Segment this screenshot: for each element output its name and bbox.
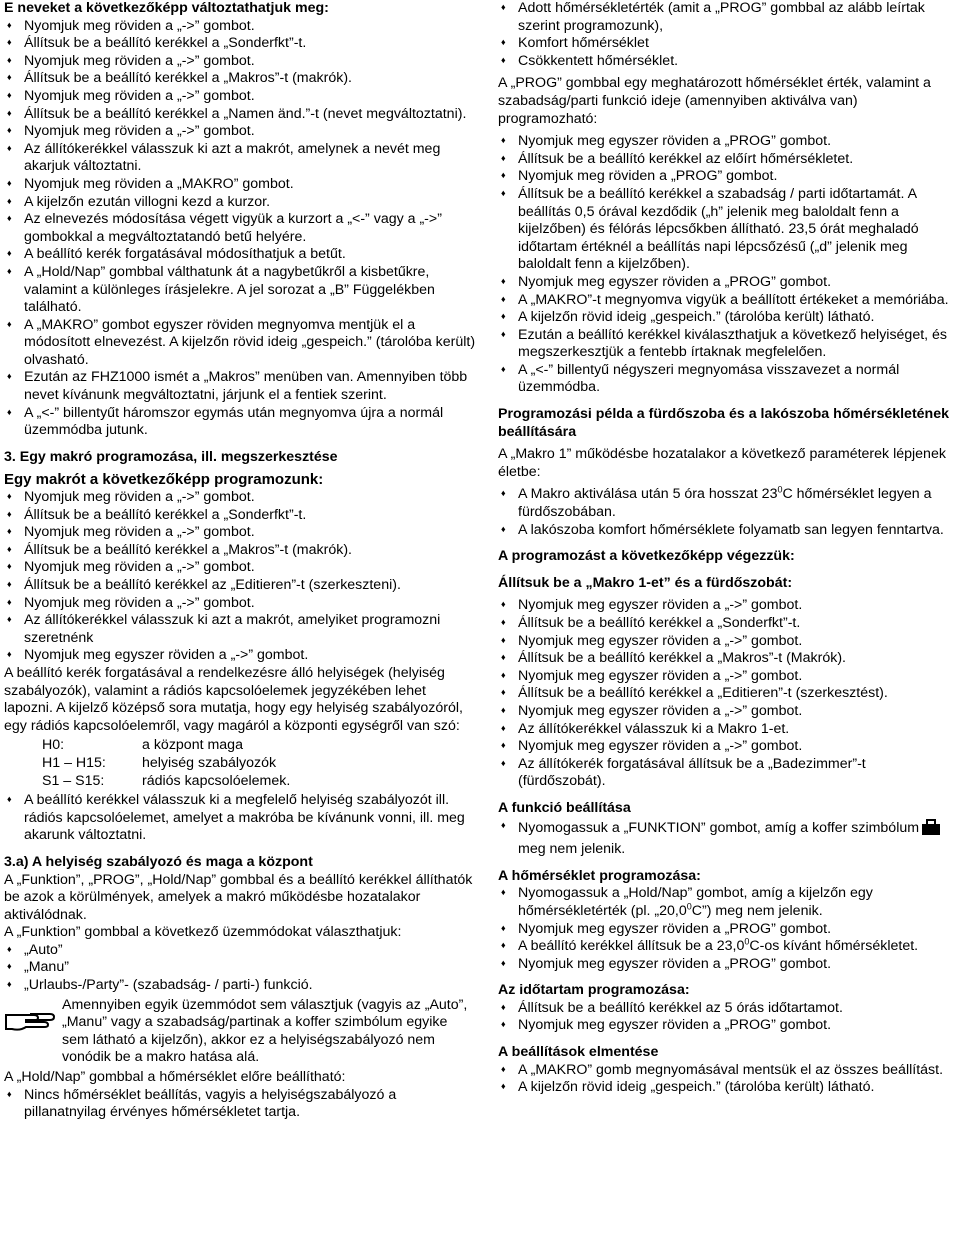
superscript: 0: [686, 901, 692, 912]
text: C”) meg nem jelenik.: [691, 902, 823, 919]
list-item: ♦ Csökkentett hőmérséklet.: [498, 53, 954, 71]
paragraph: A „PROG” gombbal egy meghatározott hőmérséklet érték, valamint a szabadság/parti funkció ideje (amennyiben aktiválva van) programozható:: [498, 75, 931, 127]
rename-steps: [4, 18, 478, 440]
list-item: ♦ „Manu”: [4, 959, 478, 977]
list-item: ♦ „Urlaubs-/Party”- (szabadság- / parti-) funkció.: [4, 977, 478, 995]
right-column: [498, 0, 954, 1097]
section-heading: A hőmérséklet programozása:: [498, 867, 701, 884]
list-item: ♦ Állítsuk be a beállító kerékkel a „Sonderfkt”-t.: [498, 615, 954, 633]
list-item: ♦ Nyomjuk meg röviden a „->” gombot.: [4, 18, 478, 36]
list-item: ♦ A „MAKRO” gombot egyszer röviden megnyomva mentjük el a módosított elnevezést. A kijelzőn rövid ideig „gespeich.” (tárolóba került) olvasható.: [4, 317, 478, 370]
list-item: ♦ A „MAKRO”-t megnyomva vigyük a beállított értékeket a memóriába.: [498, 292, 954, 310]
section-heading: Az időtartam programozása:: [498, 982, 690, 999]
prog-steps: [498, 133, 954, 397]
section-heading: Programozási példa a fürdőszoba és a lakószoba hőmérsékletének beállítására: [498, 406, 950, 440]
list-item: ♦ Állítsuk be a beállító kerékkel a „Makros”-t (Makrók).: [498, 650, 954, 668]
text: C hőmérséklet legyen a fürdőszobában.: [518, 486, 932, 521]
text: Nyomogassuk a „Hold/Nap” gombot, amíg a kijelzőn egy hőmérsékletérték (pl. „20,0: [518, 885, 873, 919]
note-text: Amennyiben egyik üzemmódot sem választjuk (vagyis az „Auto”, „Manu” vagy a szabadság/partinak a koffer szimbólum egyike sem látható a kijelzőn), akkor ez a helyiségszabályozó nem vonódik be a makro hatása alá.: [62, 996, 468, 1066]
list-item: ♦ Komfort hőmérséklet: [498, 35, 954, 53]
code-label: S1 – S15:: [42, 772, 105, 789]
text: A beállító kerékkel állítsuk be a 23,0: [518, 938, 745, 955]
list-item: ♦ A beállító kerékkel válasszuk ki a megfelelő helyiség szabályozót ill. rádiós kapcsolóelemet, amelyet a makróba be kívánunk vonni, ill. meg akarunk változtatni.: [4, 792, 478, 845]
list-item: ♦ Az állítókerékkel válasszuk ki azt a makrót, amelynek a nevét meg akarjuk változtatni.: [4, 141, 478, 176]
list-item: ♦ Ezután a beállító kerékkel kiválaszthatjuk a következő helyiséget, és megszerkesztjük a fentebb írtaknak megfelelően.: [498, 327, 954, 362]
code-table: [4, 737, 478, 790]
list-item: ♦ Nyomjuk meg egyszer röviden a „->” gombot.: [498, 738, 954, 756]
list-item: ♦ A beállító kerék forgatásával módosíthatjuk a betűt.: [4, 246, 478, 264]
list-item: ♦ Nyomjuk meg röviden a „->” gombot.: [4, 559, 478, 577]
section-heading: A beállítások elmentése: [498, 1044, 659, 1061]
section-heading: Egy makrót a következőképp programozunk:: [4, 471, 324, 489]
list-item: [498, 818, 954, 859]
note-block: [4, 997, 478, 1067]
list-item: ♦ Állítsuk be a beállító kerékkel a szabadság / parti időtartamát. A beállítás 0,5 órával kezdődik („h” jelenik meg baloldalt fenn a kijelzőben) és félórás lépcsőkben állítható. 23,5 órát meghaladó időtartam értéknél a beállítás napi lépcsőzésű („d” jelenik meg baloldalt fenn a kijelzőben).: [498, 186, 954, 274]
list-item: ♦ Nyomjuk meg egyszer röviden a „PROG” gombot.: [498, 956, 954, 974]
list-item: ♦ Nyomjuk meg egyszer röviden a „->” gombot.: [498, 703, 954, 721]
list-item: ♦ Nincs hőmérséklet beállítás, vagyis a helyiségszabályozó a pillanatnyilag érvényes hőmérsékletet tartja.: [4, 1087, 478, 1122]
macro-program-steps: [4, 489, 478, 665]
list-item: ♦ Állítsuk be a beállító kerékkel a „Sonderfkt”-t.: [4, 507, 478, 525]
suitcase-icon: [921, 818, 941, 842]
duration-steps: [498, 1000, 954, 1035]
list-item: ♦ A kijelzőn rövid ideig „gespeich.” (tárolóba került) látható.: [498, 1079, 954, 1097]
list-item: ♦ A „MAKRO” gomb megnyomásával mentsük el az összes beállítást.: [498, 1062, 954, 1080]
text: meg nem jelenik.: [518, 841, 626, 858]
section-heading: Állítsuk be a „Makro 1-et” és a fürdőszobát:: [498, 574, 793, 591]
code-desc: rádiós kapcsolóelemek.: [142, 772, 291, 789]
list-item: ♦ Állítsuk be a beállító kerékkel a „Makros”-t (makrók).: [4, 70, 478, 88]
superscript: 0: [777, 484, 783, 495]
list-item: ♦ A „<-” billentyű négyszeri megnyomása visszavezet a normál üzemmódba.: [498, 362, 954, 397]
superscript: 0: [744, 936, 750, 947]
list-item: ♦ Állítsuk be a beállító kerékkel a „Namen änd.”-t (nevet megváltoztatni).: [4, 106, 478, 124]
list-item: ♦ A kijelzőn ezután villogni kezd a kurzor.: [4, 194, 478, 212]
code-label: H0:: [42, 737, 65, 754]
list-item: ♦ Ezután az FHZ1000 ismét a „Makros” menüben van. Amennyiben több nevet kívánunk megváltoztatni, járjunk el a fentiek szerint.: [4, 369, 478, 404]
list-item: ♦ Nyomjuk meg röviden a „->” gombot.: [4, 53, 478, 71]
list-item: ♦ Nyomjuk meg egyszer röviden a „->” gombot.: [498, 668, 954, 686]
list-item: ♦ A „Hold/Nap” gombbal válthatunk át a nagybetűkről a kisbetűkre, valamint a különleges írásjelekre. A jel sorozat a „B” Függelékben található.: [4, 264, 478, 317]
list-item: ♦ Nyomjuk meg egyszer röviden a „PROG” gombot.: [498, 133, 954, 151]
list-item: ♦ Nyomjuk meg röviden a „->” gombot.: [4, 524, 478, 542]
list-item: ♦ Az állítókerékkel válasszuk ki a Makro 1-et.: [498, 721, 954, 739]
list-item: ♦ Nyomjuk meg egyszer röviden a „PROG” gombot.: [498, 274, 954, 292]
text: A Makro aktiválása után 5 óra hosszat 23: [518, 486, 778, 503]
list-item: ♦ Nyomjuk meg egyszer röviden a „PROG” gombot.: [498, 921, 954, 939]
list-item: ♦ Állítsuk be a beállító kerékkel a „Sonderfkt”-t.: [4, 35, 478, 53]
list-item: ♦ Az állítókerék forgatásával állítsuk be a „Badezimmer”-t (fürdőszobát).: [498, 756, 954, 791]
section-heading: 3.a) A helyiség szabályozó és maga a központ: [4, 853, 313, 870]
list-item: ♦ Állítsuk be a beállító kerékkel az 5 órás időtartamot.: [498, 1000, 954, 1018]
save-steps: [498, 1062, 954, 1097]
list-item: ♦ Adott hőmérsékletérték (amit a „PROG” gombbal az alább leírtak szerint programozunk),: [498, 0, 954, 35]
section-heading: A funkció beállítása: [498, 799, 631, 816]
mode-list: [4, 942, 478, 995]
list-item: [498, 486, 954, 521]
list-item: ♦ A kijelzőn rövid ideig „gespeich.” (tárolóba került) látható.: [498, 309, 954, 327]
hold-options-cont: [498, 0, 954, 70]
hold-options: [4, 1087, 478, 1122]
list-item: ♦ Nyomjuk meg röviden a „PROG” gombot.: [498, 168, 954, 186]
list-item: ♦ Állítsuk be a beállító kerékkel a „Makros”-t (makrók).: [4, 542, 478, 560]
list-item: ♦ A lakószoba komfort hőmérséklete folyamatb san legyen fenntartva.: [498, 522, 954, 540]
section-heading: A programozást a következőképp végezzük:: [498, 548, 795, 565]
list-item: ♦ Az elnevezés módosítása végett vigyük a kurzort a „<-” vagy a „->” gombokkal a megváltoztatandó betű helyére.: [4, 211, 478, 246]
list-item: ♦ Nyomjuk meg röviden a „MAKRO” gombot.: [4, 176, 478, 194]
paragraph: A beállító kerék forgatásával a rendelkezésre álló helyiségek (helyiség szabályozók), valamint a rádiós kapcsolóelemek jegyzékében lehet lapozni. A kijelző középső sora mutatja, hogy egy helyiség szabályozóról, egy rádiós kapcsolóelemről, vagy magáról a központi egységről van szó:: [4, 664, 463, 734]
pointing-hand-icon: [4, 1007, 56, 1039]
list-item: ♦ A „<-” billentyűt háromszor egymás után megnyomva újra a normál üzemmódba jutunk.: [4, 405, 478, 440]
example-steps: [498, 597, 954, 791]
section-heading: E neveket a következőképp változtathatjuk meg:: [4, 0, 329, 16]
list-item: ♦ Állítsuk be a beállító kerékkel az előírt hőmérsékletet.: [498, 151, 954, 169]
list-item: ♦ Nyomjuk meg röviden a „->” gombot.: [4, 88, 478, 106]
list-item: ♦ „Auto”: [4, 942, 478, 960]
text: Nyomogassuk a „FUNKTION” gombot, amíg a koffer szimbólum: [518, 819, 920, 836]
list-item: ♦ Állítsuk be a beállító kerékkel az „Editieren”-t (szerkeszteni).: [4, 577, 478, 595]
paragraph: A „Funktion” gombbal a következő üzemmódokat választhatjuk:: [4, 924, 402, 941]
paragraph: A „Hold/Nap” gombbal a hőmérséklet előre beállítható:: [4, 1069, 346, 1086]
list-item: [498, 938, 954, 956]
list-item: ♦ Nyomjuk meg röviden a „->” gombot.: [4, 489, 478, 507]
list-item: [498, 885, 954, 920]
list-item: ♦ Nyomjuk meg röviden a „->” gombot.: [4, 123, 478, 141]
list-item: ♦ Nyomjuk meg röviden a „->” gombot.: [4, 595, 478, 613]
paragraph: A „Makro 1” működésbe hozatalakor a következő paraméterek lépjenek életbe:: [498, 446, 946, 480]
code-label: H1 – H15:: [42, 754, 106, 771]
list-item: ♦ Állítsuk be a beállító kerékkel a „Editieren”-t (szerkesztést).: [498, 685, 954, 703]
text: C-os kívánt hőmérsékletet.: [749, 938, 919, 955]
left-column: [4, 0, 478, 1122]
section-heading: 3. Egy makró programozása, ill. megszerkesztése: [4, 448, 338, 465]
list-item: ♦ Nyomjuk meg egyszer röviden a „->” gombot.: [498, 633, 954, 651]
code-desc: helyiség szabályozók: [142, 754, 277, 771]
list-item: ♦ Nyomjuk meg egyszer röviden a „PROG” gombot.: [498, 1017, 954, 1035]
list-item: ♦ Nyomjuk meg egyszer röviden a „->” gombot.: [4, 647, 478, 665]
list-item: ♦ Nyomjuk meg egyszer röviden a „->” gombot.: [498, 597, 954, 615]
paragraph: A „Funktion”, „PROG”, „Hold/Nap” gombbal és a beállító kerékkel állíthatók be azok a körülmények, amelyek a makró működésbe hozatalakor aktiválódnak.: [4, 871, 473, 923]
code-desc: a központ maga: [142, 737, 243, 754]
list-item: ♦ Az állítókerékkel válasszuk ki azt a makrót, amelyiket programozni szeretnénk: [4, 612, 478, 647]
